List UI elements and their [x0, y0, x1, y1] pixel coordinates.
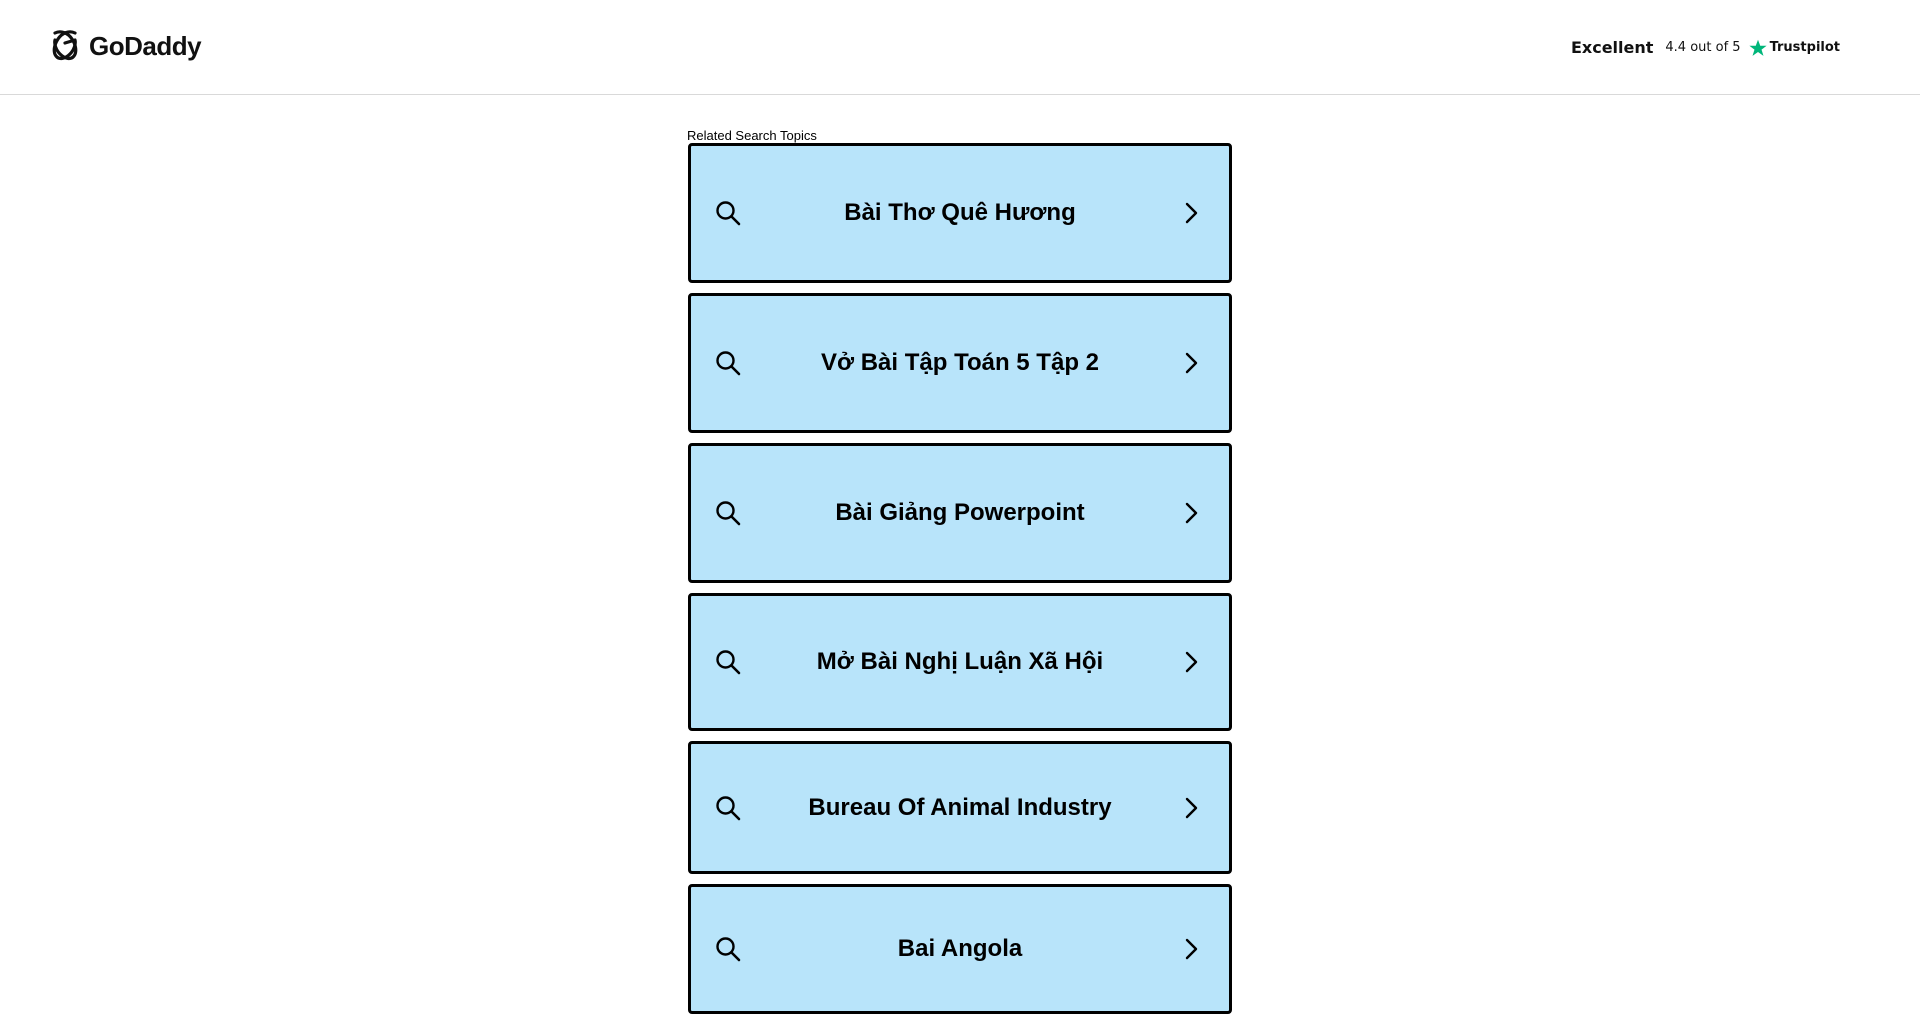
- topic-label: Bureau Of Animal Industry: [808, 793, 1112, 821]
- topic-link[interactable]: [688, 741, 1232, 874]
- trustpilot-rating[interactable]: [1571, 38, 1840, 57]
- logo-text: GoDaddy: [89, 30, 202, 61]
- godaddy-mark-icon: [47, 30, 83, 62]
- chevron-right-icon: [1183, 502, 1199, 524]
- site-header: [0, 0, 1920, 95]
- topic-label: Vở Bài Tập Toán 5 Tập 2: [820, 349, 1099, 376]
- chevron-right-icon: [1183, 938, 1199, 960]
- topic-label: Bài Giảng Powerpoint: [835, 499, 1085, 526]
- godaddy-logo[interactable]: [47, 30, 201, 62]
- related-topics-list: [688, 143, 1232, 1014]
- trustpilot-label: Trustpilot: [1769, 40, 1840, 55]
- chevron-right-icon: [1183, 651, 1199, 673]
- trustpilot-logo: [1749, 39, 1840, 57]
- search-icon: [715, 200, 741, 226]
- related-topics-heading: Related Search Topics: [687, 128, 817, 143]
- topic-label: Bài Thơ Quê Hương: [844, 199, 1076, 226]
- search-icon: [715, 795, 741, 821]
- topic-label: Bai Angola: [897, 935, 1023, 962]
- chevron-right-icon: [1183, 202, 1199, 224]
- topic-link[interactable]: [688, 293, 1232, 433]
- rating-score: 4.4 out of 5: [1665, 40, 1741, 55]
- search-icon: [715, 350, 741, 376]
- chevron-right-icon: [1183, 797, 1199, 819]
- topic-link[interactable]: [688, 443, 1232, 583]
- topic-link[interactable]: [688, 143, 1232, 283]
- search-icon: [715, 649, 741, 675]
- topic-label: Mở Bài Nghị Luận Xã Hội: [816, 648, 1104, 675]
- star-icon: [1749, 39, 1767, 57]
- search-icon: [715, 500, 741, 526]
- chevron-right-icon: [1183, 352, 1199, 374]
- topic-link[interactable]: [688, 884, 1232, 1014]
- rating-word: Excellent: [1570, 38, 1654, 57]
- topic-link[interactable]: [688, 593, 1232, 731]
- search-icon: [715, 936, 741, 962]
